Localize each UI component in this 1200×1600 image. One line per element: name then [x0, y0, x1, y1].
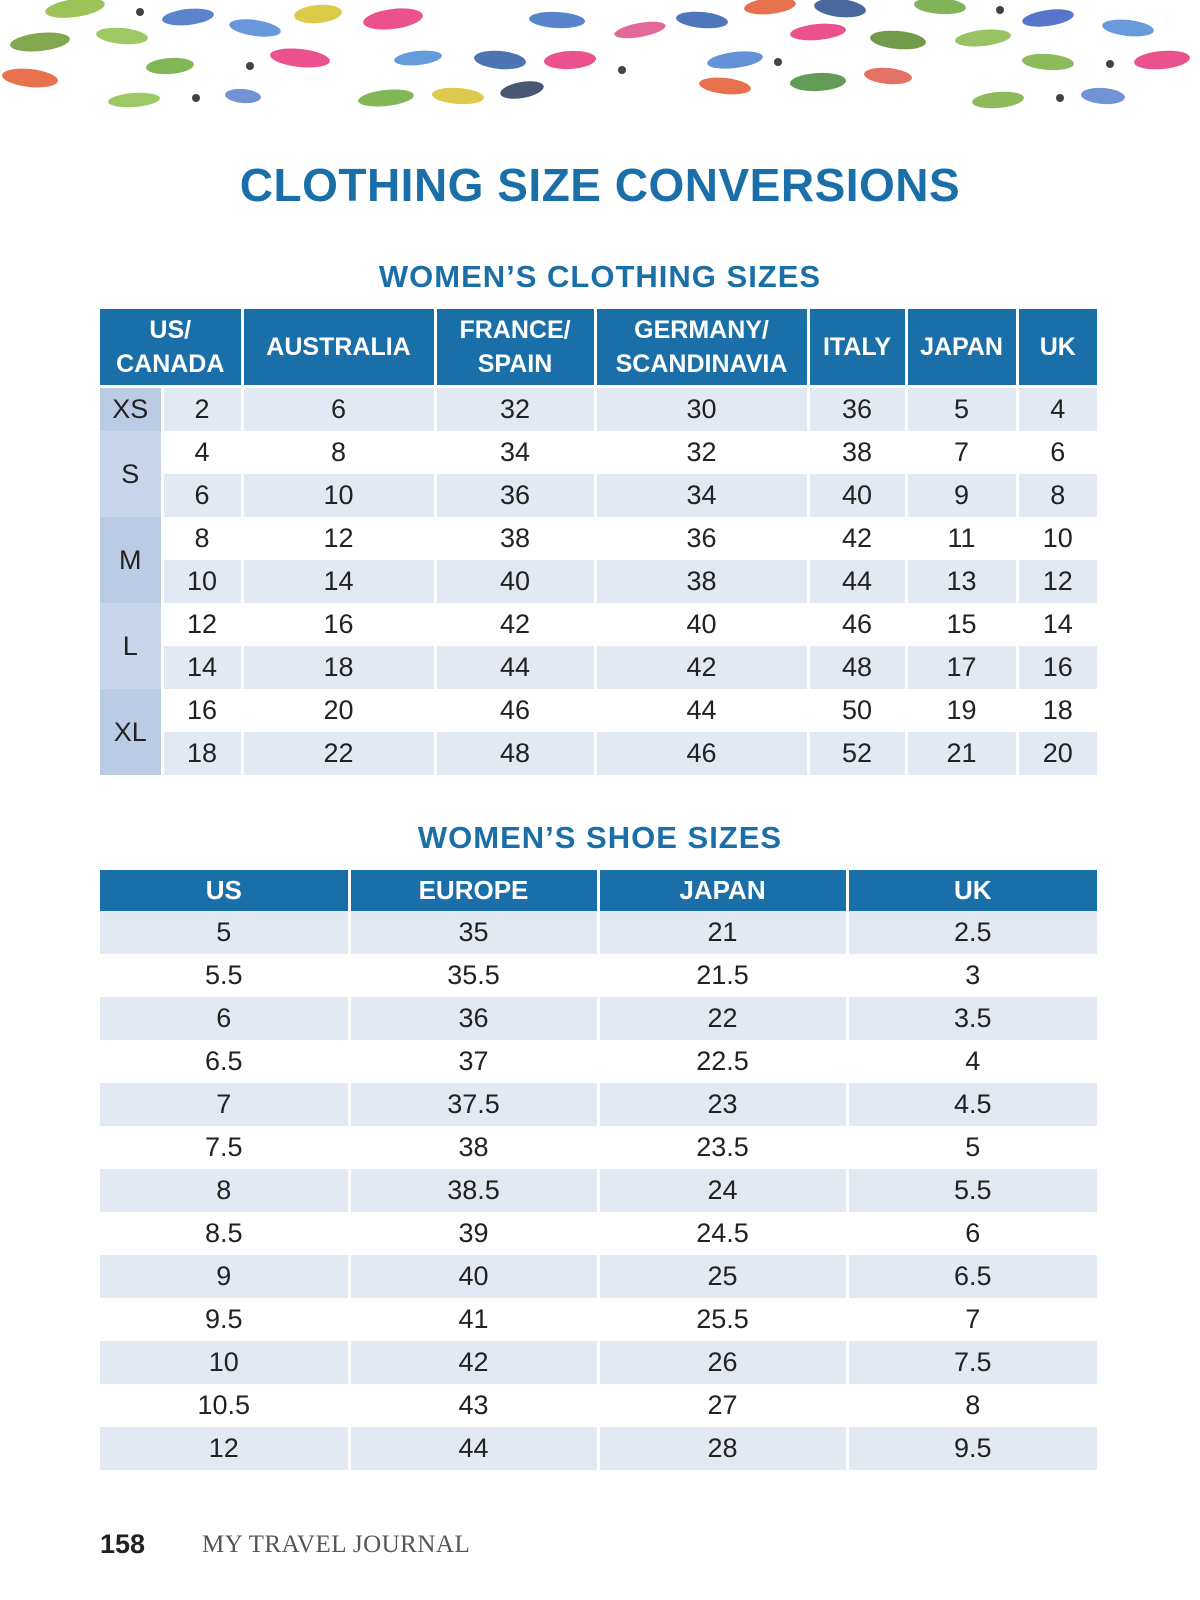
table-cell: 8: [242, 431, 435, 474]
table-cell: 8: [162, 517, 242, 560]
table-cell: 44: [595, 689, 808, 732]
table-cell: 40: [808, 474, 906, 517]
table-cell: 36: [808, 387, 906, 432]
table-cell: 24.5: [598, 1212, 847, 1255]
table-cell: 40: [435, 560, 595, 603]
clothing-header-cell: JAPAN: [906, 309, 1017, 387]
clothing-header-row: [100, 309, 1097, 387]
table-cell: 9.5: [847, 1427, 1097, 1470]
table-cell: 44: [808, 560, 906, 603]
table-row: [100, 1298, 1097, 1341]
table-cell: 46: [595, 732, 808, 775]
table-cell: 18: [242, 646, 435, 689]
table-row: [100, 646, 1097, 689]
table-cell: 7.5: [100, 1126, 349, 1169]
table-cell: 28: [598, 1427, 847, 1470]
table-row: [100, 1212, 1097, 1255]
table-cell: 14: [1017, 603, 1097, 646]
table-cell: 19: [906, 689, 1017, 732]
table-cell: 23: [598, 1083, 847, 1126]
table-cell: 42: [595, 646, 808, 689]
table-cell: 18: [162, 732, 242, 775]
table-row: [100, 1126, 1097, 1169]
shoe-section-title: WOMEN’S SHOE SIZES: [417, 820, 783, 855]
table-cell: 12: [100, 1427, 349, 1470]
table-cell: 6.5: [847, 1255, 1097, 1298]
table-cell: 8: [100, 1169, 349, 1212]
table-cell: 3.5: [847, 997, 1097, 1040]
shoe-header-cell: EUROPE: [349, 870, 598, 911]
table-cell: 23.5: [598, 1126, 847, 1169]
table-cell: 22.5: [598, 1040, 847, 1083]
table-cell: 36: [349, 997, 598, 1040]
table-cell: 21: [598, 911, 847, 954]
table-row: [100, 1169, 1097, 1212]
clothing-header-cell: AUSTRALIA: [242, 309, 435, 387]
table-cell: 7: [906, 431, 1017, 474]
table-row: [100, 1040, 1097, 1083]
table-cell: 6.5: [100, 1040, 349, 1083]
table-cell: 38: [808, 431, 906, 474]
table-cell: 40: [595, 603, 808, 646]
shoe-header-cell: JAPAN: [598, 870, 847, 911]
table-cell: 22: [598, 997, 847, 1040]
watercolor-confetti-banner: [0, 0, 1200, 120]
womens-shoe-table: [100, 870, 1097, 1470]
table-cell: 25.5: [598, 1298, 847, 1341]
table-cell: 5: [906, 387, 1017, 432]
table-row: [100, 689, 1097, 732]
table-cell: 10: [242, 474, 435, 517]
confetti-art: [0, 0, 1200, 120]
table-cell: 27: [598, 1384, 847, 1427]
table-cell: 5: [100, 911, 349, 954]
table-row: [100, 1083, 1097, 1126]
size-letter-cell: L: [100, 603, 162, 689]
table-cell: 48: [435, 732, 595, 775]
table-cell: 39: [349, 1212, 598, 1255]
table-cell: 9: [100, 1255, 349, 1298]
clothing-table-body: [100, 387, 1097, 776]
size-letter-cell: S: [100, 431, 162, 517]
table-cell: 44: [435, 646, 595, 689]
table-cell: 12: [242, 517, 435, 560]
table-cell: 36: [595, 517, 808, 560]
table-cell: 11: [906, 517, 1017, 560]
table-cell: 35: [349, 911, 598, 954]
table-row: [100, 560, 1097, 603]
shoe-header-cell: US: [100, 870, 349, 911]
table-cell: 38.5: [349, 1169, 598, 1212]
table-cell: 42: [435, 603, 595, 646]
table-cell: 8: [847, 1384, 1097, 1427]
shoe-table-body: [100, 911, 1097, 1470]
table-row: [100, 603, 1097, 646]
table-cell: 4: [1017, 387, 1097, 432]
book-title: MY TRAVEL JOURNAL: [202, 1531, 471, 1558]
table-row: [100, 431, 1097, 474]
table-cell: 22: [242, 732, 435, 775]
table-cell: 3: [847, 954, 1097, 997]
table-cell: 10.5: [100, 1384, 349, 1427]
table-row: [100, 474, 1097, 517]
shoe-header-row: [100, 870, 1097, 911]
table-cell: 12: [162, 603, 242, 646]
table-cell: 4: [847, 1040, 1097, 1083]
table-cell: 8: [1017, 474, 1097, 517]
clothing-section-title: WOMEN’S CLOTHING SIZES: [378, 259, 822, 294]
page-title: CLOTHING SIZE CONVERSIONS: [239, 159, 961, 211]
table-cell: 5: [847, 1126, 1097, 1169]
table-cell: 35.5: [349, 954, 598, 997]
page-number: 158: [100, 1529, 146, 1559]
table-cell: 24: [598, 1169, 847, 1212]
table-row: [100, 1384, 1097, 1427]
table-cell: 9: [906, 474, 1017, 517]
table-cell: 26: [598, 1341, 847, 1384]
womens-clothing-table: [100, 309, 1097, 775]
table-cell: 17: [906, 646, 1017, 689]
table-cell: 21: [906, 732, 1017, 775]
table-cell: 38: [435, 517, 595, 560]
table-cell: 6: [847, 1212, 1097, 1255]
table-cell: 16: [162, 689, 242, 732]
table-cell: 15: [906, 603, 1017, 646]
table-cell: 44: [349, 1427, 598, 1470]
table-cell: 41: [349, 1298, 598, 1341]
table-cell: 52: [808, 732, 906, 775]
table-cell: 10: [1017, 517, 1097, 560]
table-cell: 34: [595, 474, 808, 517]
table-cell: 6: [162, 474, 242, 517]
clothing-header-cell: US/ CANADA: [100, 309, 242, 387]
table-cell: 7: [847, 1298, 1097, 1341]
table-cell: 6: [242, 387, 435, 432]
size-letter-cell: M: [100, 517, 162, 603]
table-cell: 50: [808, 689, 906, 732]
table-row: [100, 732, 1097, 775]
table-cell: 30: [595, 387, 808, 432]
clothing-header-cell: FRANCE/ SPAIN: [435, 309, 595, 387]
table-row: [100, 517, 1097, 560]
table-cell: 8.5: [100, 1212, 349, 1255]
table-cell: 6: [100, 997, 349, 1040]
table-row: [100, 387, 1097, 432]
table-cell: 4: [162, 431, 242, 474]
table-cell: 18: [1017, 689, 1097, 732]
table-cell: 43: [349, 1384, 598, 1427]
size-letter-cell: XS: [100, 387, 162, 432]
table-cell: 21.5: [598, 954, 847, 997]
table-cell: 42: [349, 1341, 598, 1384]
table-cell: 6: [1017, 431, 1097, 474]
table-cell: 20: [242, 689, 435, 732]
table-cell: 46: [808, 603, 906, 646]
table-row: [100, 954, 1097, 997]
table-cell: 36: [435, 474, 595, 517]
table-cell: 2.5: [847, 911, 1097, 954]
table-cell: 16: [242, 603, 435, 646]
table-cell: 9.5: [100, 1298, 349, 1341]
table-cell: 12: [1017, 560, 1097, 603]
table-cell: 10: [162, 560, 242, 603]
size-letter-cell: XL: [100, 689, 162, 775]
table-cell: 32: [435, 387, 595, 432]
table-cell: 46: [435, 689, 595, 732]
table-row: [100, 997, 1097, 1040]
table-cell: 7: [100, 1083, 349, 1126]
table-cell: 37: [349, 1040, 598, 1083]
table-cell: 16: [1017, 646, 1097, 689]
table-cell: 5.5: [100, 954, 349, 997]
table-cell: 4.5: [847, 1083, 1097, 1126]
table-cell: 13: [906, 560, 1017, 603]
table-cell: 20: [1017, 732, 1097, 775]
table-cell: 2: [162, 387, 242, 432]
table-cell: 5.5: [847, 1169, 1097, 1212]
table-cell: 38: [595, 560, 808, 603]
table-cell: 38: [349, 1126, 598, 1169]
table-cell: 48: [808, 646, 906, 689]
table-cell: 14: [162, 646, 242, 689]
clothing-header-cell: ITALY: [808, 309, 906, 387]
table-row: [100, 911, 1097, 954]
table-cell: 25: [598, 1255, 847, 1298]
table-cell: 7.5: [847, 1341, 1097, 1384]
table-cell: 10: [100, 1341, 349, 1384]
table-cell: 34: [435, 431, 595, 474]
table-row: [100, 1427, 1097, 1470]
table-cell: 14: [242, 560, 435, 603]
table-cell: 40: [349, 1255, 598, 1298]
clothing-header-cell: GERMANY/ SCANDINAVIA: [595, 309, 808, 387]
table-cell: 37.5: [349, 1083, 598, 1126]
table-cell: 32: [595, 431, 808, 474]
shoe-header-cell: UK: [847, 870, 1097, 911]
table-cell: 42: [808, 517, 906, 560]
table-row: [100, 1341, 1097, 1384]
clothing-header-cell: UK: [1017, 309, 1097, 387]
table-row: [100, 1255, 1097, 1298]
